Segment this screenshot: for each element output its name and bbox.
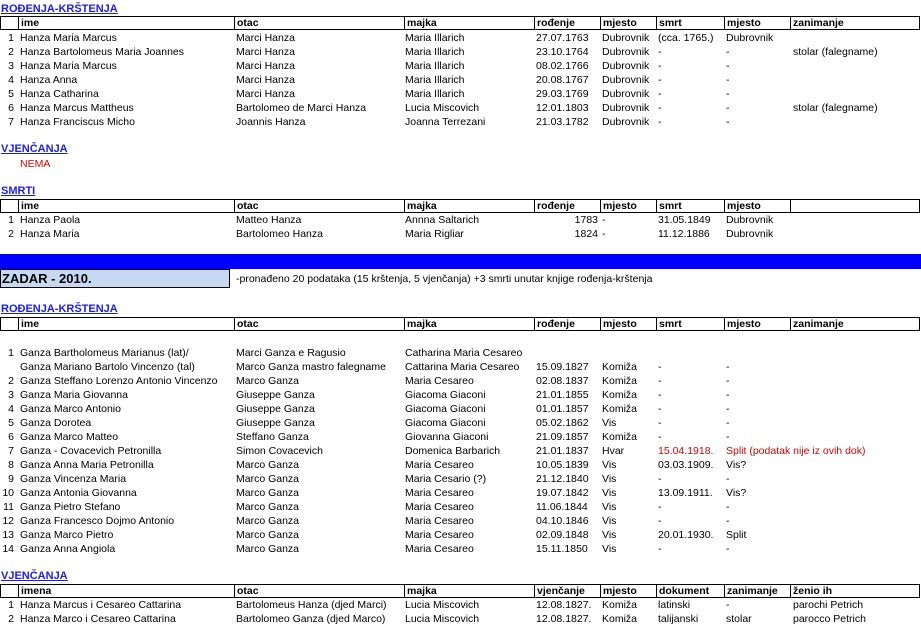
table-row xyxy=(0,346,921,360)
table-cell: 21.09.1857 xyxy=(536,431,589,443)
table-cell: Ganza Marco Pietro xyxy=(20,529,114,541)
table-cell: Marci Hanza xyxy=(236,46,295,58)
table-cell: Ganza Bartholomeus Marianus (lat)/ xyxy=(20,347,189,359)
table-cell: Marco Ganza xyxy=(236,515,300,527)
table-cell: - xyxy=(726,543,730,555)
table-cell: 20.01.1930. xyxy=(658,529,714,541)
table-row xyxy=(0,542,921,556)
table-cell: Vis xyxy=(602,515,617,527)
table-cell: - xyxy=(658,116,662,128)
table-cell: Bartolomeo de Marci Hanza xyxy=(236,102,367,114)
table-cell: 12 xyxy=(2,515,14,527)
table-cell: 2 xyxy=(8,228,14,240)
table-cell: Giuseppe Ganza xyxy=(236,417,315,429)
column-header: mjesto xyxy=(600,200,637,212)
table-cell: Komiža xyxy=(602,389,638,401)
column-header: rođenje xyxy=(534,17,575,29)
table-cell: Marci Hanza xyxy=(236,32,295,44)
table-cell: Matteo Hanza xyxy=(236,214,302,226)
table-cell: Komiža xyxy=(602,431,638,443)
table-cell: Marco Ganza xyxy=(236,473,300,485)
table-cell: 02.08.1837 xyxy=(536,375,589,387)
table-cell: 31.05.1849 xyxy=(658,214,711,226)
table-cell: Komiža xyxy=(602,375,638,387)
table-cell: Lucia Miscovich xyxy=(405,613,480,625)
table-cell: - xyxy=(658,431,662,443)
column-header: smrt xyxy=(656,318,682,330)
table-cell: - xyxy=(726,74,730,86)
zadar-note: -pronađeno 20 podataka (15 krštenja, 5 vjenčanja) +3 smrti unutar knjige rođenja-krštenja xyxy=(236,273,653,285)
table-row xyxy=(0,31,921,45)
column-header: mjesto xyxy=(600,318,637,330)
column-header: otac xyxy=(234,17,259,29)
table-cell: - xyxy=(726,375,730,387)
table-cell: Ganza Anna Angiola xyxy=(20,543,116,555)
table-cell: 1824 xyxy=(574,228,598,240)
table-cell: (cca. 1765.) xyxy=(658,32,714,44)
table-row xyxy=(0,227,921,241)
table-cell: Giacoma Giaconi xyxy=(405,403,486,415)
table-cell: Vis xyxy=(602,459,617,471)
table-cell: 4 xyxy=(8,74,14,86)
table-cell: 21.01.1855 xyxy=(536,389,589,401)
column-header: dokument xyxy=(656,585,709,597)
table-row xyxy=(0,528,921,542)
table-cell: Dubrovnik xyxy=(726,32,774,44)
table-cell: 7 xyxy=(8,445,14,457)
table-cell: Marci Hanza xyxy=(236,88,295,100)
table-cell: Hanza Maria Marcus xyxy=(20,32,117,44)
table-cell: 29.03.1769 xyxy=(536,88,589,100)
table-cell: 02.09.1848 xyxy=(536,529,589,541)
table-cell: 05.02.1862 xyxy=(536,417,589,429)
table-cell: Maria Cesareo xyxy=(405,529,474,541)
column-header: ime xyxy=(18,200,39,212)
table-cell: 11.12.1886 xyxy=(658,228,710,240)
table-cell: 1 xyxy=(8,347,14,359)
table-cell: Maria Illarich xyxy=(405,46,465,58)
table-cell: Ganza Marco Matteo xyxy=(20,431,119,443)
table-cell: Dubrovnik xyxy=(726,228,774,240)
table-cell: - xyxy=(658,543,662,555)
table-row xyxy=(0,486,921,500)
table-cell: Hanza Franciscus Micho xyxy=(20,116,135,128)
table-cell: Marco Ganza xyxy=(236,375,300,387)
column-header: majka xyxy=(404,585,437,597)
table-cell: Vis xyxy=(602,473,617,485)
table-cell: 03.03.1909. xyxy=(658,459,714,471)
table-cell: Dubrovnik xyxy=(602,116,650,128)
table-cell: 1 xyxy=(8,32,14,44)
table-cell: - xyxy=(726,102,730,114)
table-cell: 15.04.1918. xyxy=(658,445,714,457)
table-cell: - xyxy=(726,403,730,415)
table-cell: 08.02.1766 xyxy=(536,60,589,72)
table-cell: Hanza Maria Marcus xyxy=(20,60,117,72)
table-cell: Ganza Mariano Bartolo Vincenzo (tal) xyxy=(20,361,195,373)
table-cell: Dubrovnik xyxy=(602,60,650,72)
table-cell: 11.06.1844 xyxy=(536,501,588,513)
column-header: ženio ih xyxy=(790,585,832,597)
table-cell: Maria Illarich xyxy=(405,88,465,100)
table-cell: Marco Ganza xyxy=(236,501,300,513)
table-cell: Split (podatak nije iz ovih dok) xyxy=(726,445,866,457)
table-cell: Hanza Marcus i Cesareo Cattarina xyxy=(20,599,182,611)
table-cell: Bartolomeus Hanza (djed Marci) xyxy=(236,599,387,611)
table-cell: 1783 xyxy=(574,214,598,226)
table-row xyxy=(0,360,921,374)
table-cell: Vis xyxy=(602,487,617,499)
table-cell: Ganza Anna Maria Petronilla xyxy=(20,459,154,471)
table-row xyxy=(0,598,921,612)
table-cell: Maria Cesareo xyxy=(405,515,474,527)
table-cell: Dubrovnik xyxy=(602,102,650,114)
table-cell: Marco Ganza mastro falegname xyxy=(236,361,386,373)
table-cell: latinski xyxy=(658,599,691,611)
table-cell: Giovanna Giaconi xyxy=(405,431,489,443)
table-cell: Giacoma Giaconi xyxy=(405,417,486,429)
column-header: mjesto xyxy=(724,200,761,212)
table-cell: Marco Ganza xyxy=(236,529,300,541)
table-cell: 1 xyxy=(8,214,14,226)
table-cell: - xyxy=(658,515,662,527)
table-cell: stolar (falegname) xyxy=(793,46,878,58)
table-cell: 5 xyxy=(8,417,14,429)
column-header: rođenje xyxy=(534,200,575,212)
table-cell: 12.08.1827. xyxy=(536,613,592,625)
table-row xyxy=(0,500,921,514)
table-cell: 01.01.1857 xyxy=(536,403,589,415)
table-cell: - xyxy=(658,501,662,513)
table-cell: 2 xyxy=(8,375,14,387)
table-cell: 04.10.1846 xyxy=(536,515,589,527)
table-cell: - xyxy=(658,375,662,387)
column-header: mjesto xyxy=(724,17,761,29)
column-header: mjesto xyxy=(600,17,637,29)
table-cell: Ganza Steffano Lorenzo Antonio Vincenzo xyxy=(20,375,218,387)
table-cell: Komiža xyxy=(602,599,638,611)
table-cell: Dubrovnik xyxy=(602,32,650,44)
table-cell: Hanza Anna xyxy=(20,74,78,86)
table-cell: Hanza Marco i Cesareo Cattarina xyxy=(20,613,176,625)
table-cell: 19.07.1842 xyxy=(536,487,589,499)
table-cell: 7 xyxy=(8,116,14,128)
table-row xyxy=(0,73,921,87)
table-row xyxy=(0,374,921,388)
table-cell: 3 xyxy=(8,389,14,401)
table-cell: Bartolomeo Ganza (djed Marco) xyxy=(236,613,386,625)
table-cell: Domenica Barbarich xyxy=(405,445,501,457)
table-cell: Maria Illarich xyxy=(405,60,465,72)
table-cell: Split xyxy=(726,529,747,541)
zadar-title: ZADAR - 2010. xyxy=(0,269,230,288)
table-cell: - xyxy=(658,102,662,114)
table-cell: 20.08.1767 xyxy=(536,74,589,86)
table-cell: - xyxy=(658,46,662,58)
table-cell: Giuseppe Ganza xyxy=(236,403,315,415)
table-cell: Vis xyxy=(602,417,617,429)
table-row xyxy=(0,430,921,444)
table-header-births-1 xyxy=(0,16,920,30)
column-header: otac xyxy=(234,318,259,330)
table-cell: - xyxy=(726,116,730,128)
table-cell: Hanza Marcus Mattheus xyxy=(20,102,134,114)
table-cell: Dubrovnik xyxy=(726,214,774,226)
blue-divider-band xyxy=(0,254,921,269)
table-cell: - xyxy=(658,361,662,373)
table-row xyxy=(0,444,921,458)
column-header: zanimanje xyxy=(790,318,844,330)
table-cell: - xyxy=(726,60,730,72)
table-cell: 9 xyxy=(8,473,14,485)
table-cell: 10 xyxy=(2,487,14,499)
table-cell: - xyxy=(726,599,730,611)
table-cell: - xyxy=(726,417,730,429)
table-cell: Ganza - Covacevich Petronilla xyxy=(20,445,162,457)
table-cell: Marco Ganza xyxy=(236,487,300,499)
table-cell: 12.01.1803 xyxy=(536,102,589,114)
table-cell: 13.09.1911. xyxy=(658,487,713,499)
table-cell: Ganza Maria Giovanna xyxy=(20,389,128,401)
nema-label: NEMA xyxy=(20,158,51,170)
column-header: majka xyxy=(404,17,437,29)
column-header: otac xyxy=(234,585,259,597)
table-cell: - xyxy=(658,473,662,485)
table-cell: Hanza Bartolomeus Maria Joannes xyxy=(20,46,185,58)
table-cell: Ganza Vincenza Maria xyxy=(20,473,127,485)
table-cell: Hanza Catharina xyxy=(20,88,99,100)
table-cell: Ganza Pietro Stefano xyxy=(20,501,121,513)
table-cell: - xyxy=(658,389,662,401)
section-title-births-2[interactable]: ROĐENJA-KRŠTENJA xyxy=(1,303,118,315)
table-cell: - xyxy=(726,431,730,443)
table-cell: Maria Cesareo xyxy=(405,375,474,387)
column-header: ime xyxy=(18,17,39,29)
table-header-deaths xyxy=(0,199,920,213)
table-cell: Marci Hanza xyxy=(236,74,295,86)
table-cell: 21.12.1840 xyxy=(536,473,589,485)
table-row xyxy=(0,458,921,472)
table-row xyxy=(0,514,921,528)
column-header: mjesto xyxy=(724,318,761,330)
column-header: imena xyxy=(18,585,51,597)
table-cell: 15.09.1827 xyxy=(536,361,589,373)
table-cell: Joannis Hanza xyxy=(236,116,306,128)
table-cell: 6 xyxy=(8,431,14,443)
table-cell: Maria Illarich xyxy=(405,32,465,44)
table-cell: - xyxy=(726,515,730,527)
column-header: smrt xyxy=(656,200,682,212)
table-cell: Marci Hanza xyxy=(236,60,295,72)
column-header: vjenčanje xyxy=(534,585,585,597)
table-cell: - xyxy=(658,403,662,415)
table-cell: Dubrovnik xyxy=(602,74,650,86)
column-header: mjesto xyxy=(600,585,637,597)
table-cell: Lucia Miscovich xyxy=(405,599,480,611)
table-cell: Ganza Antonia Giovanna xyxy=(20,487,137,499)
table-cell: Marco Ganza xyxy=(236,459,300,471)
table-cell: stolar xyxy=(726,613,752,625)
table-cell: Maria Cesareo xyxy=(405,487,474,499)
section-title-marriages-2[interactable]: VJENČANJA xyxy=(1,570,68,582)
table-cell: Komiža xyxy=(602,361,638,373)
column-header: rođenje xyxy=(534,318,575,330)
table-cell: - xyxy=(726,46,730,58)
table-cell: Komiža xyxy=(602,613,638,625)
table-cell: 21.03.1782 xyxy=(536,116,589,128)
table-cell: 6 xyxy=(8,102,14,114)
table-cell: talijanski xyxy=(658,613,699,625)
table-cell: Ganza Dorotea xyxy=(20,417,92,429)
table-cell: Catharina Maria Cesareo xyxy=(405,347,523,359)
table-cell: 11 xyxy=(3,501,14,513)
table-cell: Vis? xyxy=(726,459,747,471)
table-cell: Marco Ganza xyxy=(236,543,300,555)
table-cell: Komiža xyxy=(602,403,638,415)
table-cell: 27.07.1763 xyxy=(536,32,589,44)
table-cell: 3 xyxy=(8,60,14,72)
table-cell: Maria Cesareo xyxy=(405,543,474,555)
table-cell: Joanna Terrezani xyxy=(405,116,486,128)
column-header: majka xyxy=(404,318,437,330)
table-cell: Simon Covacevich xyxy=(236,445,323,457)
table-cell: Ganza Marco Antonio xyxy=(20,403,121,415)
table-cell: stolar (falegname) xyxy=(793,102,878,114)
table-cell: Lucia Miscovich xyxy=(405,102,480,114)
section-title-marriages-1[interactable]: VJENČANJA xyxy=(1,143,68,155)
table-cell: 10.05.1839 xyxy=(536,459,589,471)
table-row xyxy=(0,45,921,59)
column-header: smrt xyxy=(656,17,682,29)
table-row xyxy=(0,115,921,129)
table-cell: 5 xyxy=(8,88,14,100)
table-cell: 1 xyxy=(8,599,14,611)
table-cell: - xyxy=(726,473,730,485)
table-row xyxy=(0,213,921,227)
table-cell: - xyxy=(726,389,730,401)
table-cell: Vis xyxy=(602,529,617,541)
table-cell: Maria Cesareo xyxy=(405,459,474,471)
table-cell: 2 xyxy=(8,46,14,58)
table-cell: Hvar xyxy=(602,445,625,457)
table-row xyxy=(0,472,921,486)
table-header-births-2 xyxy=(0,317,920,331)
table-cell: Hanza Paola xyxy=(20,214,81,226)
table-cell: Giacoma Giaconi xyxy=(405,389,486,401)
table-cell: Maria Cesareo xyxy=(405,501,474,513)
column-header: zanimanje xyxy=(724,585,778,597)
table-cell: 4 xyxy=(8,403,14,415)
table-cell: - xyxy=(658,74,662,86)
table-cell: Vis xyxy=(602,501,617,513)
table-cell: - xyxy=(658,60,662,72)
table-cell: 13 xyxy=(2,529,14,541)
table-row xyxy=(0,612,921,626)
table-cell: Steffano Ganza xyxy=(236,431,309,443)
table-row xyxy=(0,101,921,115)
table-cell: Maria Illarich xyxy=(405,74,465,86)
table-cell: - xyxy=(726,361,730,373)
table-cell: Cattarina Maria Cesareo xyxy=(405,361,520,373)
table-cell: 14 xyxy=(2,543,14,555)
table-cell: - xyxy=(658,417,662,429)
table-cell: 2 xyxy=(8,613,14,625)
table-cell: Maria Rigliar xyxy=(405,228,464,240)
table-cell: 12.08.1827. xyxy=(536,599,592,611)
table-row xyxy=(0,388,921,402)
table-cell: parochi Petrich xyxy=(793,599,864,611)
table-cell: Annna Saltarich xyxy=(405,214,480,226)
table-cell: - xyxy=(726,501,730,513)
table-cell: Marci Ganza e Ragusio xyxy=(236,347,346,359)
table-row xyxy=(0,402,921,416)
column-header xyxy=(790,200,793,212)
section-title-deaths[interactable]: SMRTI xyxy=(1,185,36,197)
table-cell: Ganza Francesco Dojmo Antonio xyxy=(20,515,175,527)
table-cell: Bartolomeo Hanza xyxy=(236,228,323,240)
table-cell: Giuseppe Ganza xyxy=(236,389,315,401)
table-cell: Dubrovnik xyxy=(602,88,650,100)
table-row xyxy=(0,87,921,101)
table-cell: Hanza Maria xyxy=(20,228,80,240)
table-cell: Maria Cesario (?) xyxy=(405,473,487,485)
section-title-births-1[interactable]: ROĐENJA-KRŠTENJA xyxy=(1,3,118,15)
table-cell: Vis xyxy=(602,543,617,555)
table-cell: 15.11.1850 xyxy=(536,543,588,555)
table-cell: - xyxy=(602,214,606,226)
table-cell: - xyxy=(602,228,606,240)
column-header: ime xyxy=(18,318,39,330)
column-header: zanimanje xyxy=(790,17,844,29)
table-cell: - xyxy=(726,88,730,100)
table-row xyxy=(0,416,921,430)
table-cell: - xyxy=(658,88,662,100)
column-header: otac xyxy=(234,200,259,212)
table-cell: Dubrovnik xyxy=(602,46,650,58)
table-cell: Vis? xyxy=(726,487,747,499)
table-cell: 21.01.1837 xyxy=(536,445,589,457)
table-cell: 23.10.1764 xyxy=(536,46,589,58)
table-cell: parocco Petrich xyxy=(793,613,866,625)
table-cell: 8 xyxy=(8,459,14,471)
column-header: majka xyxy=(404,200,437,212)
table-row xyxy=(0,59,921,73)
table-header-marriages xyxy=(0,584,920,598)
